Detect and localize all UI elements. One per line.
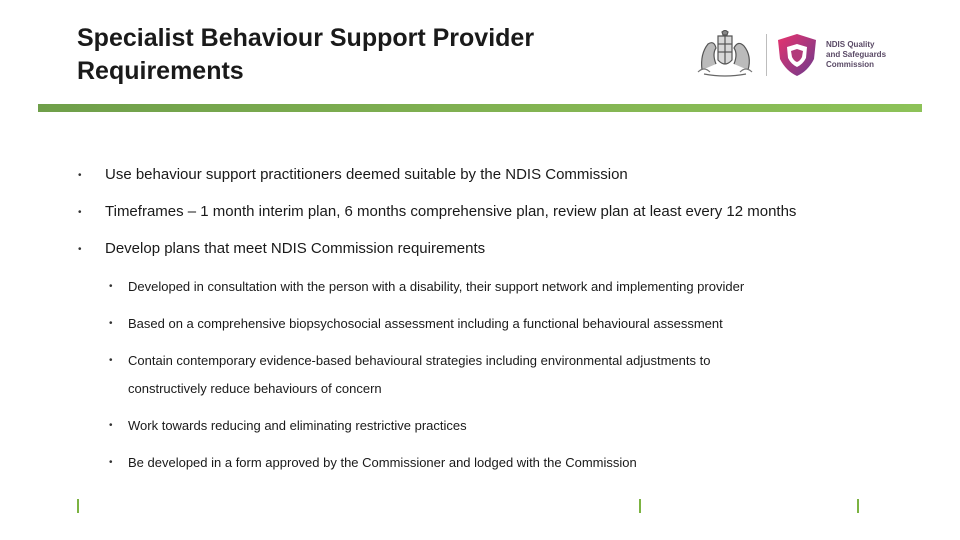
sub-list-item-continuation: constructively reduce behaviours of concern bbox=[128, 381, 382, 396]
ndis-commission-wordmark bbox=[826, 40, 906, 70]
sub-list-item: Contain contemporary evidence-based behavioural strategies including environmental adjustments to bbox=[128, 353, 711, 368]
logo-divider bbox=[766, 34, 767, 76]
list-item: Develop plans that meet NDIS Commission requirements bbox=[105, 240, 486, 257]
sub-bullet-marker: • bbox=[109, 355, 113, 366]
org-name-line-3: Commission bbox=[826, 60, 875, 69]
footer-tick-left bbox=[77, 499, 79, 513]
sub-list-item: Be developed in a form approved by the Commissioner and lodged with the Commission bbox=[128, 455, 637, 470]
footer-tick-right bbox=[857, 499, 859, 513]
sub-list-item: Work towards reducing and eliminating restrictive practices bbox=[128, 418, 467, 433]
footer-tick-middle bbox=[639, 499, 641, 513]
sub-bullet-marker: • bbox=[109, 420, 113, 431]
org-name-line-1: NDIS Quality bbox=[826, 40, 875, 49]
bullet-marker: • bbox=[78, 170, 82, 181]
title-line-1: Specialist Behaviour Support Provider bbox=[77, 24, 535, 52]
ndis-shield-logo-icon bbox=[776, 33, 818, 77]
org-name-line-2: and Safeguards bbox=[826, 50, 887, 59]
sub-bullet-marker: • bbox=[109, 457, 113, 468]
header-accent-bar bbox=[38, 104, 922, 112]
sub-list-item: Based on a comprehensive biopsychosocial assessment including a functional behavioural assessment bbox=[128, 316, 723, 331]
sub-bullet-marker: • bbox=[109, 281, 113, 292]
title-line-2: Requirements bbox=[77, 57, 244, 85]
coat-of-arms-icon bbox=[694, 30, 756, 78]
sub-bullet-marker: • bbox=[109, 318, 113, 329]
bullet-marker: • bbox=[78, 207, 82, 218]
sub-list-item: Developed in consultation with the person with a disability, their support network and implementing provider bbox=[128, 279, 745, 294]
list-item: Use behaviour support practitioners deemed suitable by the NDIS Commission bbox=[105, 166, 628, 183]
list-item: Timeframes – 1 month interim plan, 6 months comprehensive plan, review plan at least every 12 months bbox=[105, 203, 797, 220]
logo-group bbox=[694, 30, 894, 82]
bullet-marker: • bbox=[78, 244, 82, 255]
page-title bbox=[77, 22, 637, 88]
